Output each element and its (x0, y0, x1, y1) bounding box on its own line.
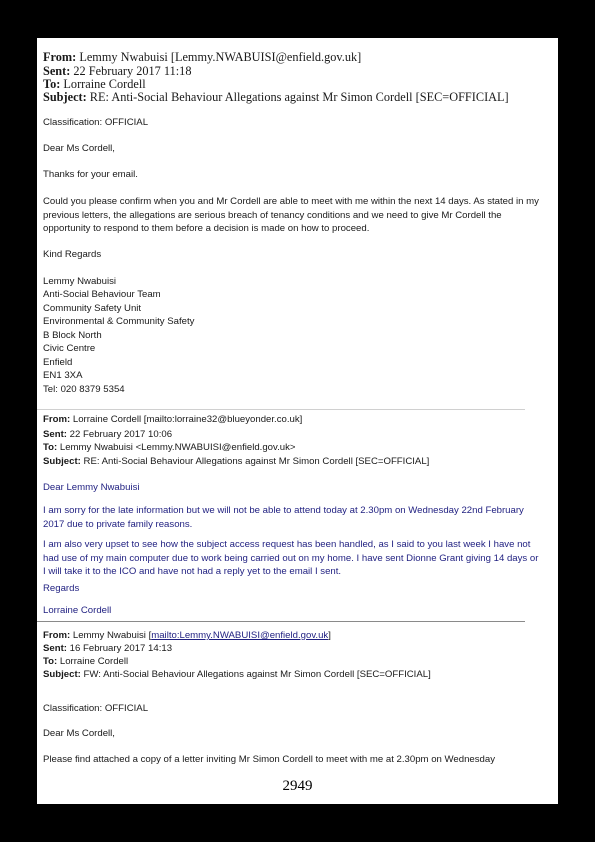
email3-sent: Sent: 16 February 2017 14:13 (43, 643, 173, 654)
email1-signature-line: Anti-Social Behaviour Team (43, 289, 161, 300)
email3-mailto-link[interactable]: mailto:Lemmy.NWABUISI@enfield.gov.uk (151, 630, 329, 641)
email1-from: From: Lemmy Nwabuisi [Lemmy.NWABUISI@enfield.gov.uk] (43, 50, 362, 64)
email1-signature-line: EN1 3XA (43, 370, 83, 381)
email1-closing: Kind Regards (43, 249, 102, 260)
email1-from-value: Lemmy Nwabuisi [Lemmy.NWABUISI@enfield.gov.uk] (79, 50, 362, 64)
separator-rule (37, 621, 525, 622)
email1-to-value: Lorraine Cordell (63, 77, 146, 91)
email2-subject-value: RE: Anti-Social Behaviour Allegations against Mr Simon Cordell [SEC=OFFICIAL] (83, 456, 430, 467)
email2-closing: Regards (43, 583, 80, 594)
email2-sent-value: 22 February 2017 10:06 (69, 429, 173, 440)
email2-to: To: Lemmy Nwabuisi <Lemmy.NWABUISI@enfield.gov.uk> (43, 442, 296, 453)
email1-signature-line: B Block North (43, 330, 102, 341)
email2-subject: Subject: RE: Anti-Social Behaviour Allegations against Mr Simon Cordell [SEC=OFFICIAL] (43, 456, 430, 467)
email3-sent-value: 16 February 2017 14:13 (69, 643, 173, 654)
email2-signature: Lorraine Cordell (43, 605, 112, 616)
email1-signature-line: Tel: 020 8379 5354 (43, 384, 125, 395)
separator-rule (37, 409, 525, 410)
email1-greeting: Dear Ms Cordell, (43, 143, 115, 154)
email1-body: Could you please confirm when you and Mr Cordell are able to meet with me within the next 14 days. As stated in my previous letters, the allegations are serious breach of tenancy conditions and we need to give Mr Cordell the opportunity to respond to them before a decision is made on how to proceed. (43, 196, 539, 234)
email3-body: Please find attached a copy of a letter inviting Mr Simon Cordell to meet with me at 2.30pm on Wednesday (43, 754, 496, 765)
email2-para1: I am sorry for the late information but we will not be able to attend today at 2.30pm on Wednesday 22nd February 2017 due to private family reasons. (43, 505, 524, 530)
email1-classification: Classification: OFFICIAL (43, 117, 149, 128)
email2-sent: Sent: 22 February 2017 10:06 (43, 429, 173, 440)
email1-subject-value: RE: Anti-Social Behaviour Allegations against Mr Simon Cordell [SEC=OFFICIAL] (89, 90, 509, 104)
email3-subject: Subject: FW: Anti-Social Behaviour Allegations against Mr Simon Cordell [SEC=OFFICIAL] (43, 669, 431, 680)
email1-sent: Sent: 22 February 2017 11:18 (43, 64, 192, 78)
email2-to-value: Lemmy Nwabuisi <Lemmy.NWABUISI@enfield.gov.uk> (59, 442, 296, 453)
email3-from: From: Lemmy Nwabuisi [mailto:Lemmy.NWABUISI@enfield.gov.uk] (43, 630, 331, 641)
email2-from: From: Lorraine Cordell [mailto:lorraine32@blueyonder.co.uk] (43, 414, 303, 425)
page-number: 2949 (282, 778, 313, 794)
email1-signature-line: Civic Centre (43, 343, 96, 354)
email1-sent-value: 22 February 2017 11:18 (73, 64, 192, 78)
email1-thanks: Thanks for your email. (43, 169, 138, 180)
email2-from-value: Lorraine Cordell [mailto:lorraine32@blueyonder.co.uk] (72, 414, 303, 425)
email3-to: To: Lorraine Cordell (43, 656, 129, 667)
email3-to-value: Lorraine Cordell (59, 656, 129, 667)
email1-signature-line: Lemmy Nwabuisi (43, 276, 117, 287)
document-page (37, 38, 558, 804)
email2-greeting: Dear Lemmy Nwabuisi (43, 482, 140, 493)
email2-para2: I am also very upset to see how the subject access request has been handled, as I said to you last week I have not had use of my main computer due to work being carried out on my home. I have sent Dionne Grant giving 14 days or I will take it to the ICO and have not had a reply yet to the email I sent. (43, 539, 539, 577)
email3-greeting: Dear Ms Cordell, (43, 728, 115, 739)
email3-subject-value: FW: Anti-Social Behaviour Allegations against Mr Simon Cordell [SEC=OFFICIAL] (83, 669, 431, 680)
email1-to: To: Lorraine Cordell (43, 77, 146, 91)
email1-signature-line: Community Safety Unit (43, 303, 142, 314)
email3-classification: Classification: OFFICIAL (43, 703, 149, 714)
email1-signature-line: Environmental & Community Safety (43, 316, 195, 327)
email1-signature-line: Enfield (43, 357, 73, 368)
email1-subject: Subject: RE: Anti-Social Behaviour Allegations against Mr Simon Cordell [SEC=OFFICIAL] (43, 90, 509, 104)
